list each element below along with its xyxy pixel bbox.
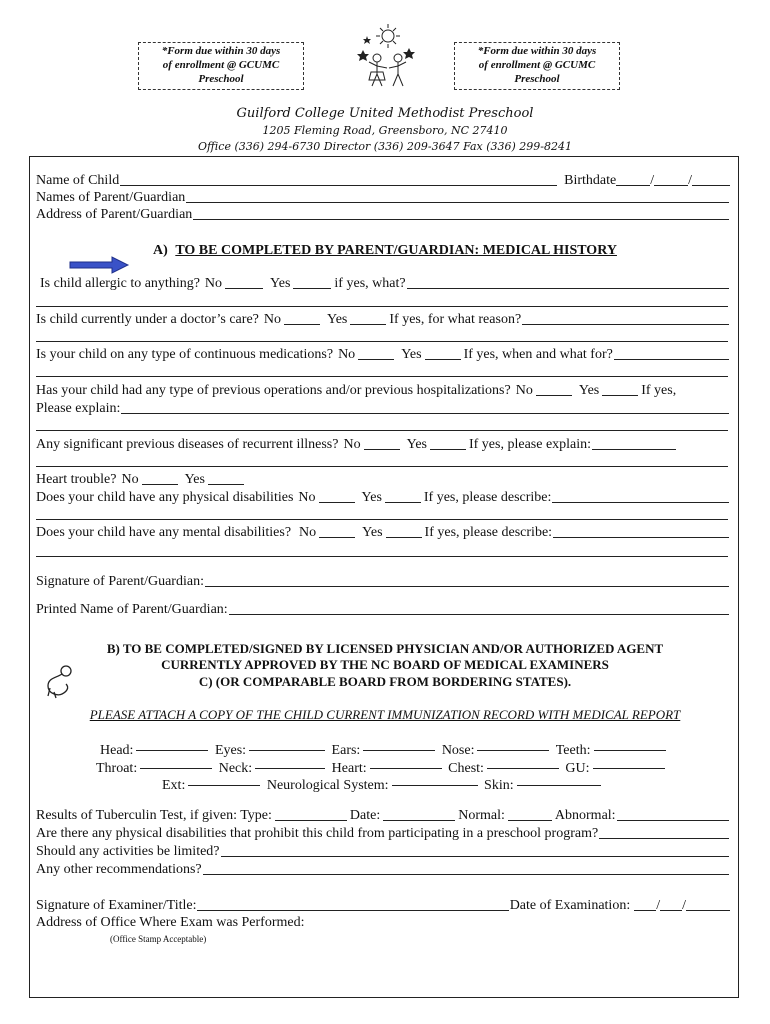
operations-extra-line[interactable] [36,430,728,431]
operations-explain-field[interactable] [121,413,729,414]
notice-line: of enrollment @ GCUMC [478,59,596,71]
medications-row [36,347,730,363]
neuro-field[interactable] [392,785,478,786]
address-row [36,207,730,223]
prohibit-row [36,826,730,842]
office-address-label: Address of Office Where Exam was Performed: [36,915,305,930]
school-address: 1205 Fleming Road, Greensboro, NC 27410 [262,124,508,137]
yes-label: Yes [578,383,600,398]
school-phones: Office (336) 294-6730 Director (336) 209-3647 Fax (336) 299-8241 [197,140,573,153]
doctor-no-field[interactable] [284,324,320,325]
birthdate-label: Birthdate [564,173,617,188]
tb-date-field[interactable] [383,820,455,821]
operations-explain-row [36,401,730,417]
exam-row-3 [162,778,604,794]
tb-type-label: Results of Tuberculin Test, if given: Type: [36,808,272,823]
no-label: No [204,276,223,291]
doctor-question: Is child currently under a doctor’s care? [36,312,259,327]
section-a-heading [30,243,740,259]
operations-question: Has your child had any type of previous operations and/or previous hospitalizations? [36,383,511,398]
diseases-explain-field[interactable] [592,449,676,450]
parent-signature-label: Signature of Parent/Guardian: [36,574,204,589]
heart-question: Heart trouble? [36,472,117,487]
diseases-question: Any significant previous diseases of recurrent illness? [36,437,339,452]
medications-yes-field[interactable] [425,359,461,360]
exam-year-field[interactable] [686,910,730,911]
neck-label: Neck: [218,761,253,776]
head-field[interactable] [136,750,208,751]
doctor-yes-field[interactable] [350,324,386,325]
skin-label: Skin: [484,778,514,793]
yes-label: Yes [406,437,427,452]
physical-row [36,490,730,506]
tb-type-field[interactable] [275,820,347,821]
operations-no-field[interactable] [536,395,572,396]
doctor-row [36,312,730,328]
yes-label: Yes [361,490,382,505]
no-label: No [298,490,316,505]
exam-row-1 [100,743,669,759]
allergic-question: Is child allergic to anything? [40,276,200,291]
heart-no-field[interactable] [142,484,178,485]
child-name-field[interactable] [120,185,557,186]
gu-label: GU: [565,761,590,776]
notice-box-right [454,42,620,90]
chest-label: Chest: [448,761,484,776]
mental-row [36,525,730,541]
skin-field[interactable] [517,785,601,786]
other-question: Any other recommendations? [36,862,202,877]
parent-signature-row [36,574,730,590]
birth-day-field[interactable] [654,185,688,186]
exam-date-label: Date of Examination: [509,898,631,913]
stethoscope-icon [44,664,76,702]
operations-row [36,383,730,399]
ext-label: Ext: [162,778,186,793]
sun-children-logo [355,22,421,96]
neuro-label: Neurological System: [266,778,389,793]
exam-row-2 [96,761,668,777]
allergic-followup: if yes, what? [334,276,406,291]
nose-label: Nose: [441,743,475,758]
physical-describe-field[interactable] [552,502,729,503]
tb-normal-field[interactable] [508,820,552,821]
physical-question: Does your child have any physical disabilities [36,490,294,505]
gu-field[interactable] [593,768,665,769]
allergic-no-field[interactable] [225,288,263,289]
no-label: No [515,383,533,398]
limited-row [36,844,730,860]
diseases-followup: If yes, please explain: [468,437,592,452]
allergic-extra-line[interactable] [36,306,728,307]
ext-field[interactable] [188,785,260,786]
no-label: No [338,347,356,362]
mental-question: Does your child have any mental disabilities? [36,525,292,540]
heart-yes-field[interactable] [208,484,244,485]
child-name-label: Name of Child [36,173,120,188]
parent-signature-field[interactable] [205,586,729,587]
section-b-line3: C) (OR COMPARABLE BOARD FROM BORDERING STATES). [198,674,572,689]
no-label: No [121,472,139,487]
operations-yes-field[interactable] [602,395,638,396]
yes-label: Yes [270,276,291,291]
heart-exam-field[interactable] [370,768,442,769]
examiner-sig-field[interactable] [197,910,508,911]
yes-label: Yes [362,525,383,540]
physical-yes-field[interactable] [385,502,421,503]
section-a-title: TO BE COMPLETED BY PARENT/GUARDIAN: MEDICAL HISTORY [175,243,617,258]
eyes-field[interactable] [249,750,325,751]
doctor-followup: If yes, for what reason? [389,312,522,327]
parents-row [36,190,730,206]
parent-printed-row [36,602,730,618]
physical-followup: If yes, please describe: [423,490,552,505]
tb-date-label: Date: [349,808,381,823]
parent-printed-field[interactable] [229,614,729,615]
mental-no-field[interactable] [319,537,355,538]
limited-question: Should any activities be limited? [36,844,220,859]
operations-followup: If yes, [641,383,677,398]
diseases-extra-line[interactable] [36,466,728,467]
birth-year-field[interactable] [692,185,730,186]
nose-field[interactable] [477,750,549,751]
allergic-yes-field[interactable] [293,288,331,289]
heart-exam-label: Heart: [331,761,367,776]
diseases-row [36,437,730,453]
please-explain-label: Please explain: [36,401,121,416]
physical-extra-line[interactable] [36,519,728,520]
limited-field[interactable] [221,856,729,857]
section-b-line2: CURRENTLY APPROVED BY THE NC BOARD OF MEDICAL EXAMINERS [161,657,609,672]
immunization-note: PLEASE ATTACH A COPY OF THE CHILD CURRENT IMMUNIZATION RECORD WITH MEDICAL REPORT [89,707,681,722]
parents-field[interactable] [186,202,729,203]
no-label: No [263,312,281,327]
diseases-no-field[interactable] [364,449,400,450]
head-label: Head: [100,743,134,758]
tb-row [36,808,730,824]
throat-label: Throat: [96,761,138,776]
throat-field[interactable] [140,768,212,769]
no-label: No [299,525,317,540]
mental-followup: If yes, please describe: [424,525,553,540]
examiner-row: Signature of Examiner/Title: Date of Examination: / / [36,898,730,914]
allergic-row [40,276,730,292]
notice-line: of enrollment @ GCUMC [162,59,280,71]
child-name-row: Name of Child Birthdate / / [36,173,730,189]
notice-line: *Form due within 30 days [477,45,597,57]
birth-month-field[interactable] [616,185,650,186]
teeth-field[interactable] [594,750,666,751]
exam-month-field[interactable] [634,910,656,911]
notice-line: Preschool [514,73,560,85]
notice-line: *Form due within 30 days [161,45,281,57]
parent-printed-label: Printed Name of Parent/Guardian: [36,602,228,617]
chest-field[interactable] [487,768,559,769]
prohibit-field[interactable] [599,838,729,839]
neck-field[interactable] [255,768,325,769]
office-stamp-note: (Office Stamp Acceptable) [110,934,207,944]
doctor-extra-line[interactable] [36,341,728,342]
eyes-label: Eyes: [214,743,247,758]
teeth-label: Teeth: [555,743,591,758]
prohibit-question: Are there any physical disabilities that prohibit this child from participating in a preschool program? [36,826,599,841]
address-label: Address of Parent/Guardian [36,207,193,222]
medications-question: Is your child on any type of continuous medications? [36,347,334,362]
physical-no-field[interactable] [319,502,355,503]
yes-label: Yes [184,472,205,487]
tb-abnormal-label: Abnormal: [554,808,616,823]
section-b-line1: B) TO BE COMPLETED/SIGNED BY LICENSED PHYSICIAN AND/OR AUTHORIZED AGENT [106,641,664,656]
mental-describe-field[interactable] [553,537,729,538]
parents-label: Names of Parent/Guardian [36,190,186,205]
medications-no-field[interactable] [358,359,394,360]
allergic-what-field[interactable] [407,288,729,289]
address-field[interactable] [193,219,729,220]
mental-yes-field[interactable] [386,537,422,538]
ears-field[interactable] [363,750,435,751]
other-field[interactable] [203,874,729,875]
heart-row [36,472,730,488]
examiner-sig-label: Signature of Examiner/Title: [36,898,197,913]
school-name: Guilford College United Methodist Preschool [236,106,534,121]
mental-extra-line[interactable] [36,556,728,557]
medications-detail-field[interactable] [614,359,729,360]
doctor-reason-field[interactable] [522,324,729,325]
no-label: No [343,437,361,452]
notice-line: Preschool [198,73,244,85]
ears-label: Ears: [331,743,361,758]
arrow-right-icon [68,256,130,274]
medications-followup: If yes, when and what for? [463,347,613,362]
other-row [36,862,730,878]
yes-label: Yes [401,347,422,362]
medications-extra-line[interactable] [36,376,728,377]
notice-box-left [138,42,304,90]
yes-label: Yes [327,312,348,327]
exam-day-field[interactable] [660,910,682,911]
tb-abnormal-field[interactable] [617,820,729,821]
tb-normal-label: Normal: [458,808,505,823]
section-a-label: A) [153,243,168,258]
diseases-yes-field[interactable] [430,449,466,450]
